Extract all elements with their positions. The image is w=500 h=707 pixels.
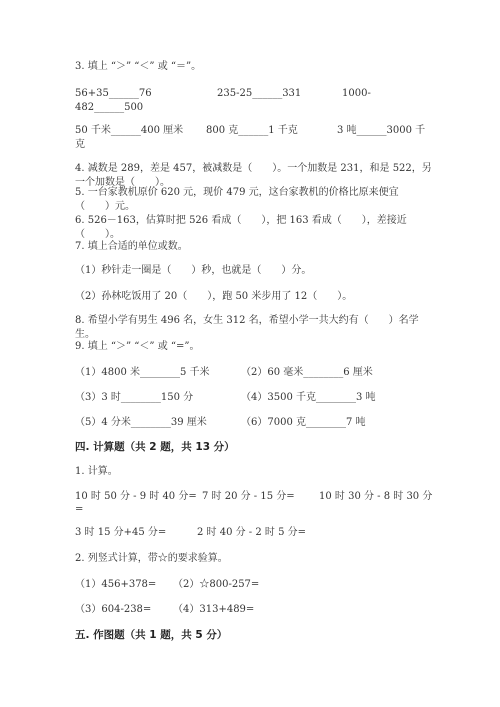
q5-line1: 5. 一台家教机原价 620 元，现价 479 元，这台家教机的价格比原来便宜: [75, 187, 399, 198]
q7-item2: （2）孙林吃饭用了 20（ ），跑 50 米步用了 12（ ）。: [75, 291, 353, 302]
calc-item3: 10 时 30 分 - 8 时 30 分: [319, 491, 433, 502]
q6-line1: 6. 526－163，估算时把 526 看成（ ），把 163 看成（ ），差接近: [75, 215, 407, 226]
q6-line2: （ ）。: [75, 229, 120, 240]
q3-title: 3. 填上 “＞” “＜” 或 “＝”。: [75, 61, 202, 72]
q8-line2: 生。: [75, 329, 95, 340]
calc-item3-continued: =: [75, 504, 84, 515]
q9-title: 9. 填上 “＞” “＜” 或 “=”。: [75, 341, 200, 352]
q9-item2: （2）60 毫米________6 厘米: [241, 367, 373, 378]
q3-r2c2: 800 克______1 千克: [206, 125, 298, 136]
vertical-calc-item4: （4）313+489=: [173, 604, 255, 615]
q9-item6: （6）7000 克________7 吨: [241, 417, 366, 428]
calc-item5: 2 时 40 分 - 2 时 5 分=: [197, 527, 306, 538]
section4-heading: 四. 计算题（共 2 题，共 13 分）: [75, 441, 235, 453]
q4-line2: 一个加数是（ ）。: [75, 177, 170, 188]
q3-r1c2: 235-25______331: [217, 88, 302, 99]
q3-r2-continued: 克: [75, 139, 85, 150]
calc-q2-title: 2. 列竖式计算，带☆的要求验算。: [75, 553, 228, 564]
q4-line1: 4. 减数是 289，差是 457，被减数是（ ）。一个加数是 231，和是 522，另: [75, 163, 432, 174]
q8-line1: 8. 希望小学有男生 496 名，女生 312 名，希望小学一共大约有（ ）名学: [75, 315, 419, 326]
q9-item5: （5）4 分米________39 厘米: [75, 417, 207, 428]
section5-heading: 五. 作图题（共 1 题，共 5 分）: [75, 629, 228, 641]
q9-item4: （4）3500 千克________3 吨: [241, 392, 376, 403]
q3-r1c3: 1000-: [342, 88, 371, 99]
q3-r1c1: 56+35______76: [75, 88, 152, 99]
calc-item2: 7 时 20 分 - 15 分=: [202, 491, 295, 502]
q3-r2c1: 50 千米______400 厘米: [75, 125, 184, 136]
q7-item1: （1）秒针走一圈是（ ）秒，也就是（ ）分。: [75, 265, 312, 276]
q9-item1: （1）4800 米________5 千米: [75, 367, 210, 378]
calc-item1: 10 时 50 分 - 9 时 40 分=: [75, 491, 197, 502]
calc-item4: 3 时 15 分+45 分=: [75, 527, 167, 538]
q5-line2: （ ）元。: [75, 201, 135, 212]
q9-item3: （3）3 时________150 分: [75, 392, 194, 403]
q3-r1-continued: 482______500: [75, 102, 144, 113]
calc-q1-title: 1. 计算。: [75, 466, 118, 477]
q3-r2c3: 3 吨______3000 千: [337, 125, 426, 136]
vertical-calc-item3: （3）604-238=: [75, 604, 152, 615]
vertical-calc-item2: （2）☆800-257=: [173, 579, 260, 590]
q7-title: 7. 填上合适的单位或数。: [75, 241, 188, 252]
vertical-calc-item1: （1）456+378=: [75, 579, 157, 590]
